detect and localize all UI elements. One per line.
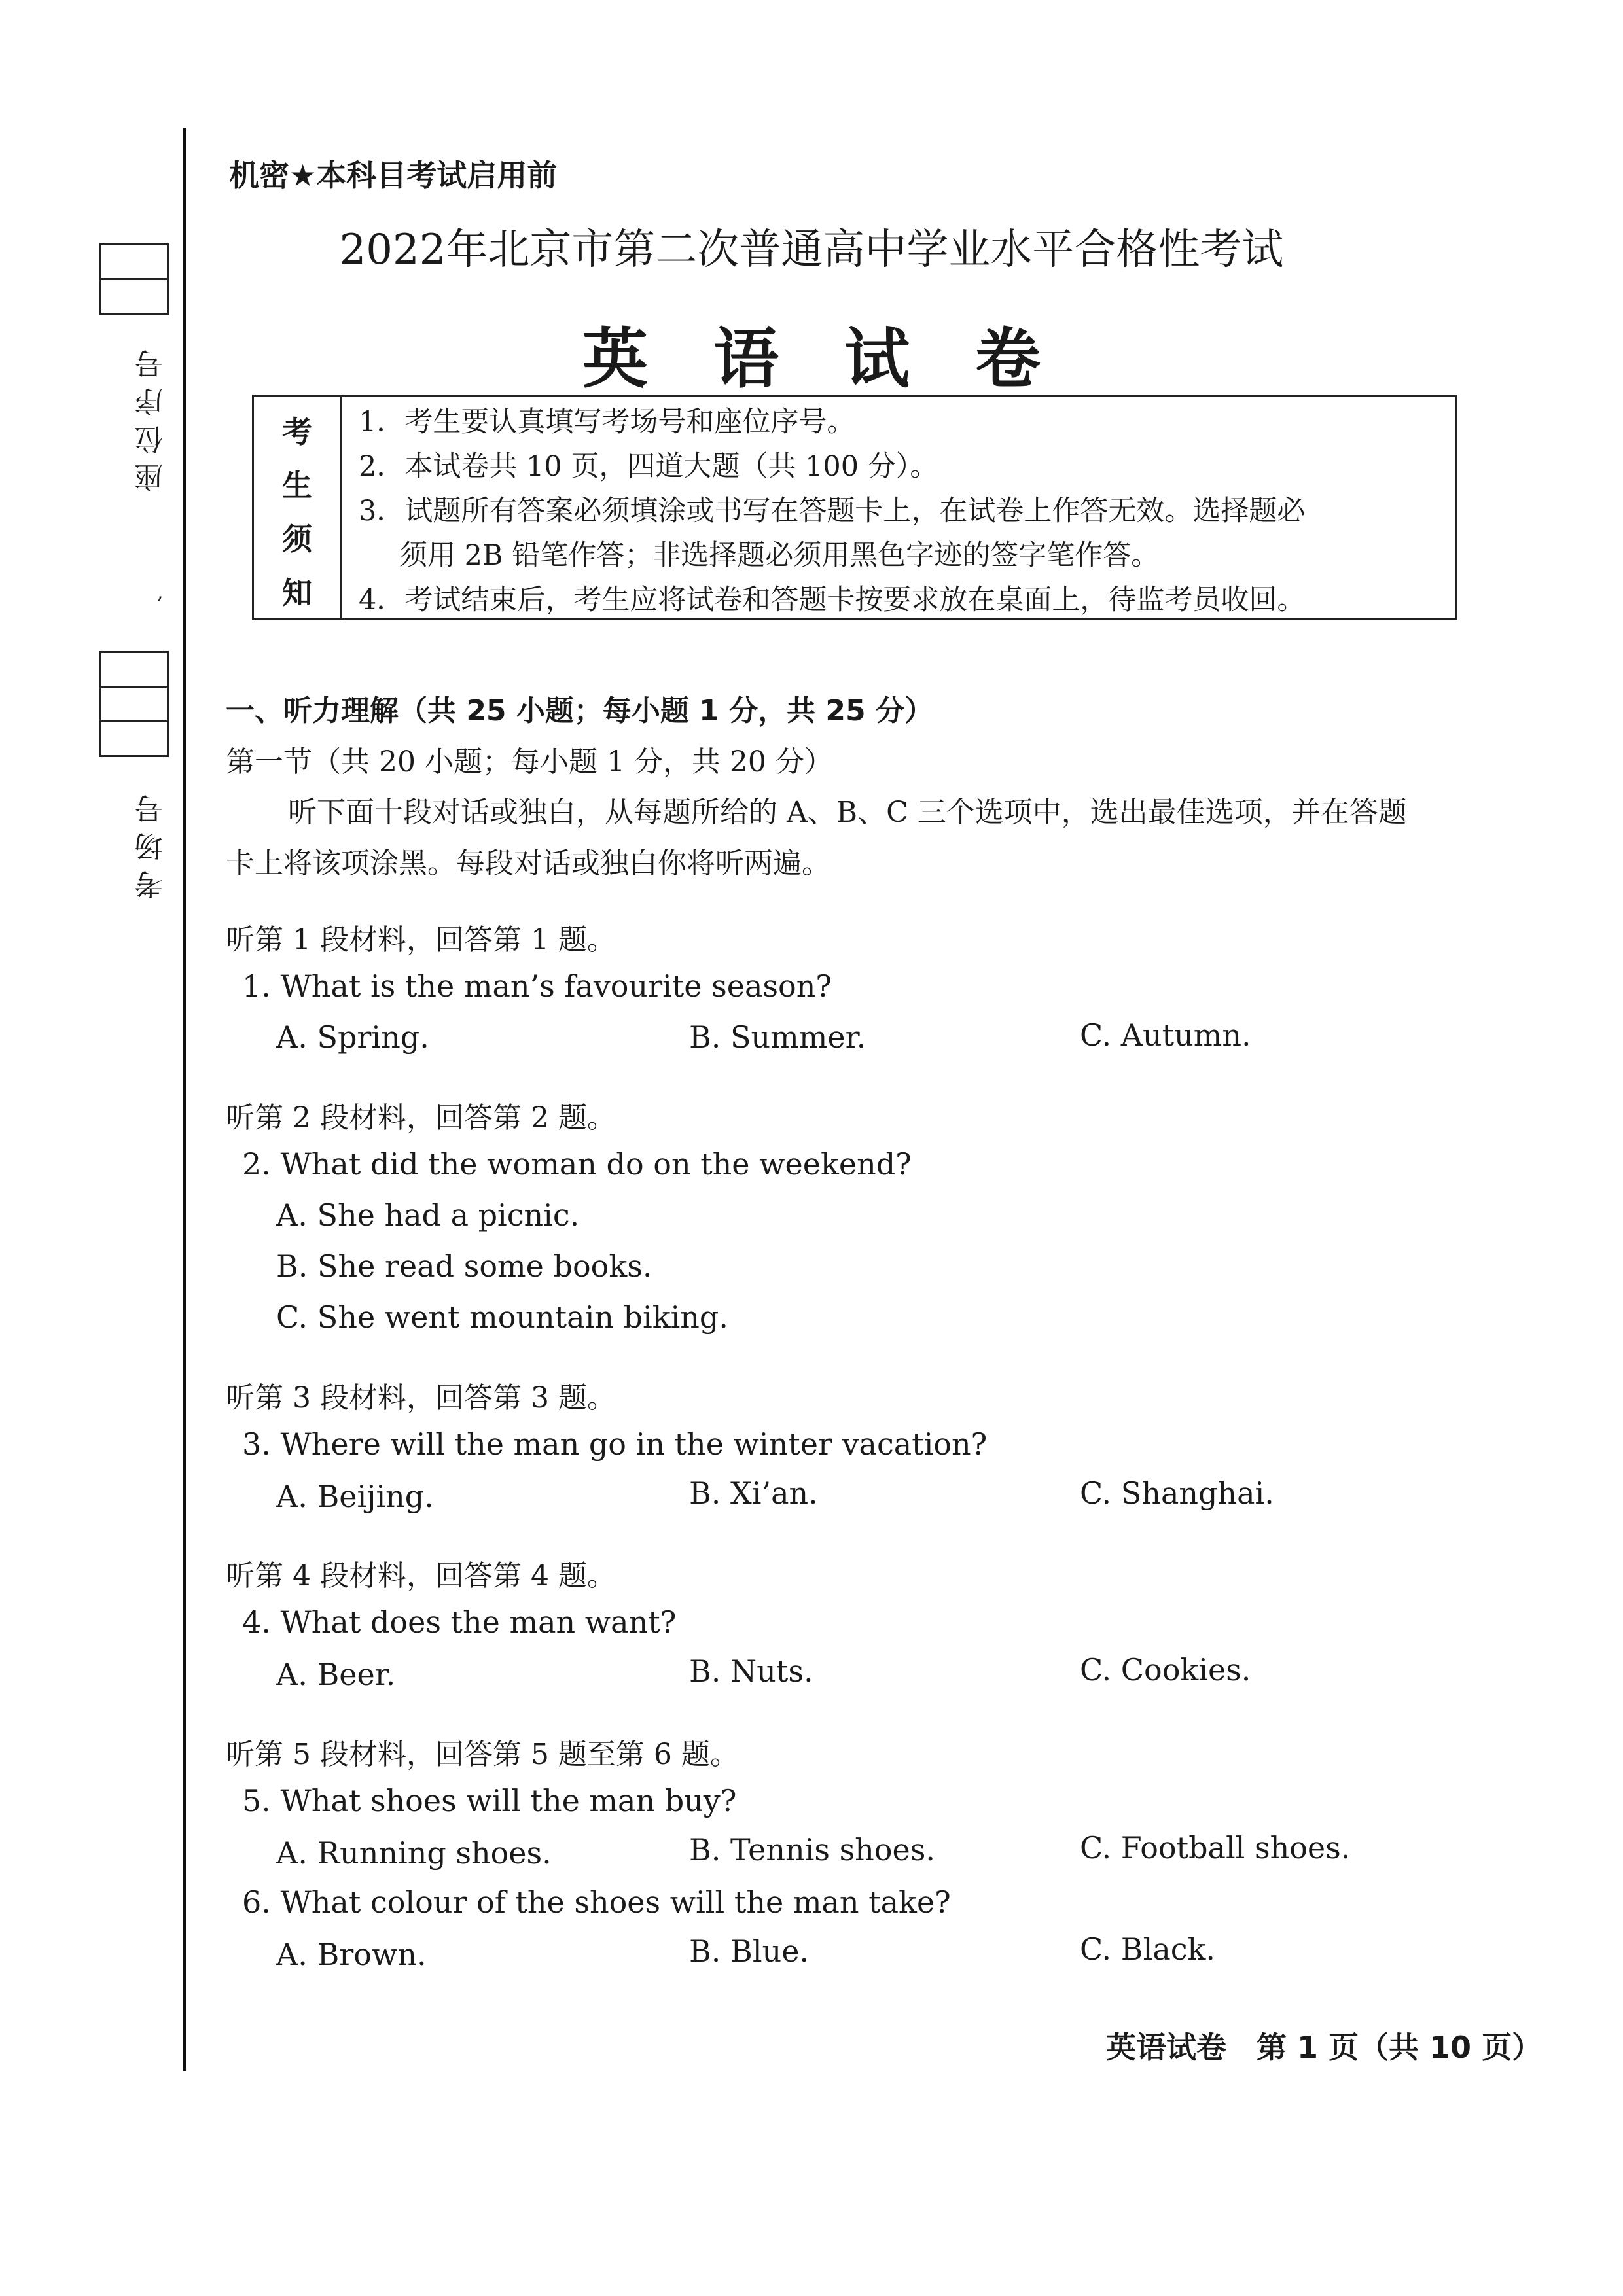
option-b[interactable]: B. Summer. <box>689 1019 866 1055</box>
confidential-note: 机密★本科目考试启用前 <box>229 158 558 193</box>
exam-room-label: 考场号 <box>135 785 168 899</box>
option-c[interactable]: C. Shanghai. <box>1080 1475 1274 1511</box>
notice-heading-char: 须 <box>282 521 312 557</box>
notice-line: 1．考生要认真填写考场号和座位序号。 <box>359 406 855 438</box>
question-text: 5. What shoes will the man buy? <box>242 1783 737 1818</box>
option-c[interactable]: C. Autumn. <box>1080 1017 1251 1053</box>
margin-mark: , <box>157 581 164 604</box>
option-a[interactable]: A. She had a picnic. <box>276 1197 580 1233</box>
instruction-line: 听下面十段对话或独白，从每题所给的 A、B、C 三个选项中，选出最佳选项，并在答题 <box>288 796 1407 829</box>
option-c[interactable]: C. Football shoes. <box>1080 1830 1351 1865</box>
option-b[interactable]: B. Tennis shoes. <box>689 1832 935 1867</box>
question-text: 6. What colour of the shoes will the man take? <box>242 1884 951 1920</box>
seat-number-label: 座位序号 <box>135 340 168 492</box>
option-a[interactable]: A. Spring. <box>276 1019 429 1055</box>
question-text: 2. What did the woman do on the weekend? <box>242 1146 912 1182</box>
option-a[interactable]: A. Beer. <box>276 1657 396 1692</box>
instruction-line: 卡上将该项涂黑。每段对话或独白你将听两遍。 <box>226 847 830 880</box>
material-prompt: 听第 1 段材料，回答第 1 题。 <box>226 923 616 957</box>
section-sub-heading: 第一节（共 20 小题；每小题 1 分，共 20 分） <box>226 745 833 779</box>
notice-heading-char: 考 <box>282 414 312 450</box>
question-text: 4. What does the man want? <box>242 1604 677 1640</box>
material-prompt: 听第 3 段材料，回答第 3 题。 <box>226 1381 616 1415</box>
option-c[interactable]: C. She went mountain biking. <box>276 1299 728 1335</box>
page-footer: 英语试卷 第 1 页（共 10 页） <box>1106 2030 1543 2065</box>
material-prompt: 听第 4 段材料，回答第 4 题。 <box>226 1559 616 1593</box>
exam-title: 2022年北京市第二次普通高中学业水平合格性考试 <box>339 226 1284 274</box>
candidate-notice <box>252 395 1457 620</box>
notice-heading <box>254 397 342 618</box>
notice-heading-char: 生 <box>282 468 312 503</box>
option-b[interactable]: B. She read some books. <box>276 1248 652 1284</box>
option-c[interactable]: C. Black. <box>1080 1932 1215 1967</box>
option-b[interactable]: B. Blue. <box>689 1934 810 1969</box>
option-b[interactable]: B. Nuts. <box>689 1653 813 1689</box>
material-prompt: 听第 5 段材料，回答第 5 题至第 6 题。 <box>226 1738 739 1771</box>
option-c[interactable]: C. Cookies. <box>1080 1652 1251 1687</box>
question-text: 3. Where will the man go in the winter vacation? <box>242 1426 988 1462</box>
section-heading: 一、听力理解（共 25 小题；每小题 1 分，共 25 分） <box>226 694 933 728</box>
binding-line <box>183 128 186 2071</box>
notice-line: 4．考试结束后，考生应将试卷和答题卡按要求放在桌面上，待监考员收回。 <box>359 584 1306 616</box>
option-a[interactable]: A. Beijing. <box>276 1479 434 1514</box>
option-b[interactable]: B. Xi’an. <box>689 1475 818 1511</box>
option-a[interactable]: A. Running shoes. <box>276 1835 552 1871</box>
subject-title: 英语试卷 <box>582 321 1106 397</box>
exam-room-box[interactable] <box>99 651 169 757</box>
notice-line: 3．试题所有答案必须填涂或书写在答题卡上，在试卷上作答无效。选择题必 <box>359 495 1306 527</box>
notice-line: 2．本试卷共 10 页，四道大题（共 100 分）。 <box>359 450 938 483</box>
question-text: 1. What is the man’s favourite season? <box>242 968 832 1004</box>
option-a[interactable]: A. Brown. <box>276 1937 427 1972</box>
material-prompt: 听第 2 段材料，回答第 2 题。 <box>226 1101 616 1135</box>
notice-heading-char: 知 <box>282 575 312 610</box>
notice-line: 须用 2B 铅笔作答；非选择题必须用黑色字迹的签字笔作答。 <box>399 539 1160 572</box>
